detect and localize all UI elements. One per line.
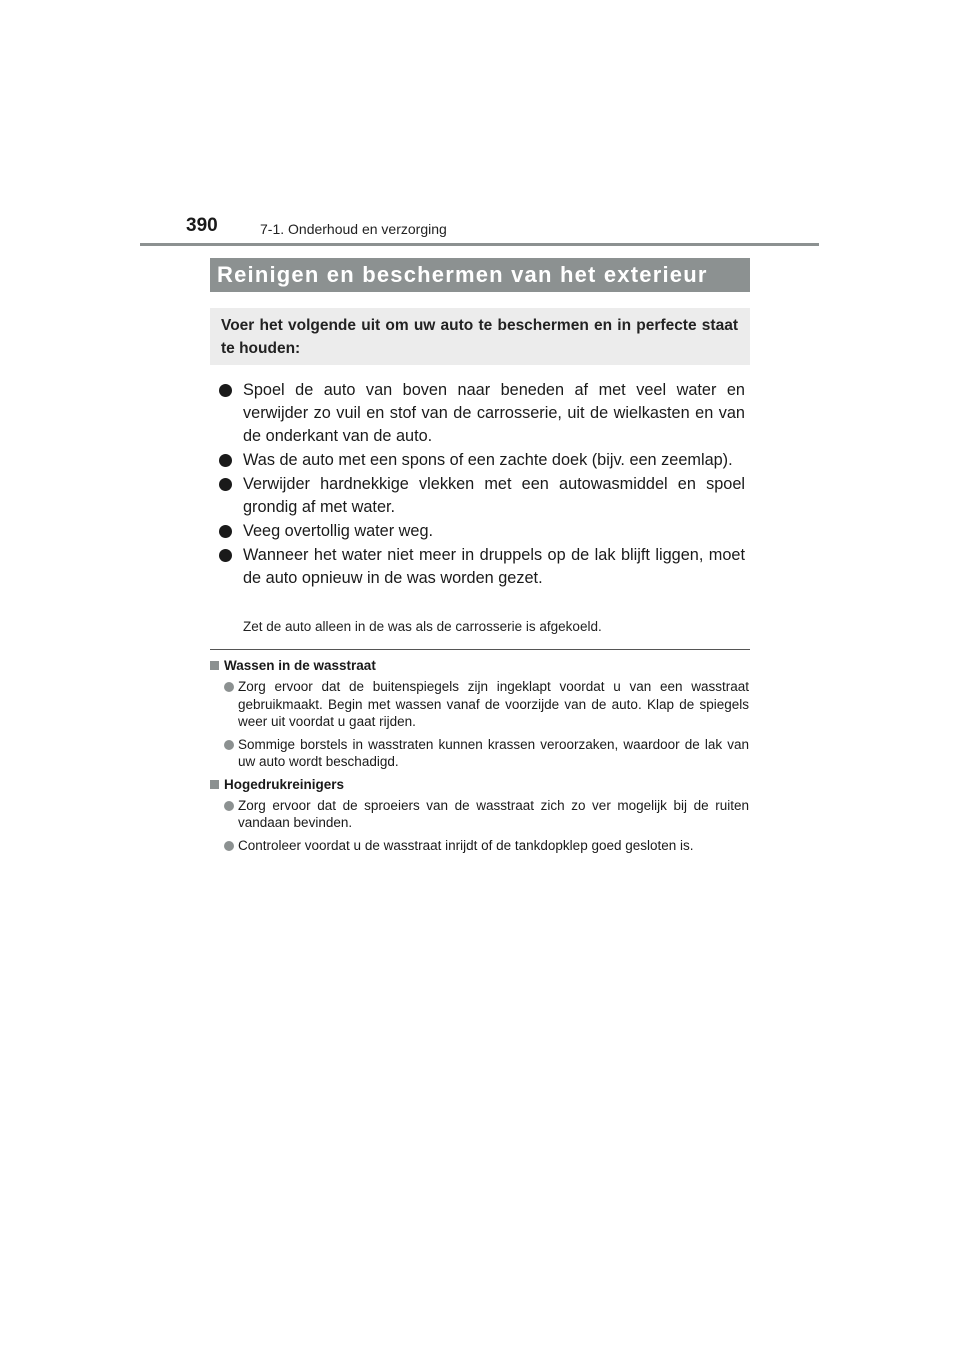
info-heading	[210, 776, 750, 794]
dot-bullet-icon	[224, 740, 234, 750]
steps-list	[219, 379, 745, 591]
square-bullet-icon	[210, 661, 219, 670]
info-item-text: Sommige borstels in wasstraten kunnen krassen veroorzaken, waardoor de lak van uw auto wordt beschadigd.	[238, 736, 749, 769]
info-group-car-wash	[210, 657, 750, 771]
bullet-icon	[219, 549, 232, 562]
bullet-icon	[219, 384, 232, 397]
info-item-text: Controleer voordat u de wasstraat inrijdt of de tankdopklep goed gesloten is.	[238, 837, 694, 853]
info-item	[210, 736, 750, 771]
info-heading	[210, 657, 750, 675]
bullet-icon	[219, 525, 232, 538]
bullet-icon	[219, 454, 232, 467]
step-item	[219, 520, 745, 543]
bullet-icon	[219, 478, 232, 491]
intro-box	[210, 308, 750, 365]
step-text: Verwijder hardnekkige vlekken met een autowasmiddel en spoel grondig af met water.	[243, 475, 745, 516]
section-label: 7-1. Onderhoud en verzorging	[260, 221, 447, 237]
section-title: Reinigen en beschermen van het exterieur	[210, 258, 750, 292]
dot-bullet-icon	[224, 841, 234, 851]
info-heading-text: Wassen in de wasstraat	[224, 658, 376, 673]
info-item-text: Zorg ervoor dat de sproeiers van de wasstraat zich zo ver mogelijk bij de ruiten vandaan bevinden.	[238, 797, 749, 830]
info-item	[210, 678, 750, 731]
header-rule	[140, 243, 819, 246]
info-item-text: Zorg ervoor dat de buitenspiegels zijn ingeklapt voordat u van een wasstraat gebruikmaakt. Begin met wassen vanaf de voorzijde van de auto. Klap de spiegels weer uit voordat u gaat rijden.	[238, 679, 749, 729]
step-text: Was de auto met een spons of een zachte doek (bijv. een zeemlap).	[243, 451, 733, 469]
step-item	[219, 544, 745, 590]
step-text: Wanneer het water niet meer in druppels op de lak blijft liggen, moet de auto opnieuw in de was worden gezet.	[243, 546, 745, 587]
step-item	[219, 379, 745, 448]
step-item	[219, 449, 745, 472]
note-text: Zet de auto alleen in de was als de carrosserie is afgekoeld.	[243, 619, 602, 634]
dot-bullet-icon	[224, 682, 234, 692]
info-item	[210, 837, 750, 855]
info-item	[210, 797, 750, 832]
step-text: Spoel de auto van boven naar beneden af met veel water en verwijder zo vuil en stof van de carrosserie, uit de wielkasten en van de onderkant van de auto.	[243, 381, 745, 445]
square-bullet-icon	[210, 780, 219, 789]
info-heading-text: Hogedrukreinigers	[224, 776, 345, 792]
info-section	[210, 657, 750, 859]
info-group-pressure-washer	[210, 776, 750, 855]
section-divider	[210, 649, 750, 650]
step-text: Veeg overtollig water weg.	[243, 522, 434, 540]
dot-bullet-icon	[224, 801, 234, 811]
page-number: 390	[186, 215, 218, 236]
step-item	[219, 473, 745, 519]
intro-text: Voer het volgende uit om uw auto te beschermen en in perfecte staat te houden:	[221, 317, 738, 357]
